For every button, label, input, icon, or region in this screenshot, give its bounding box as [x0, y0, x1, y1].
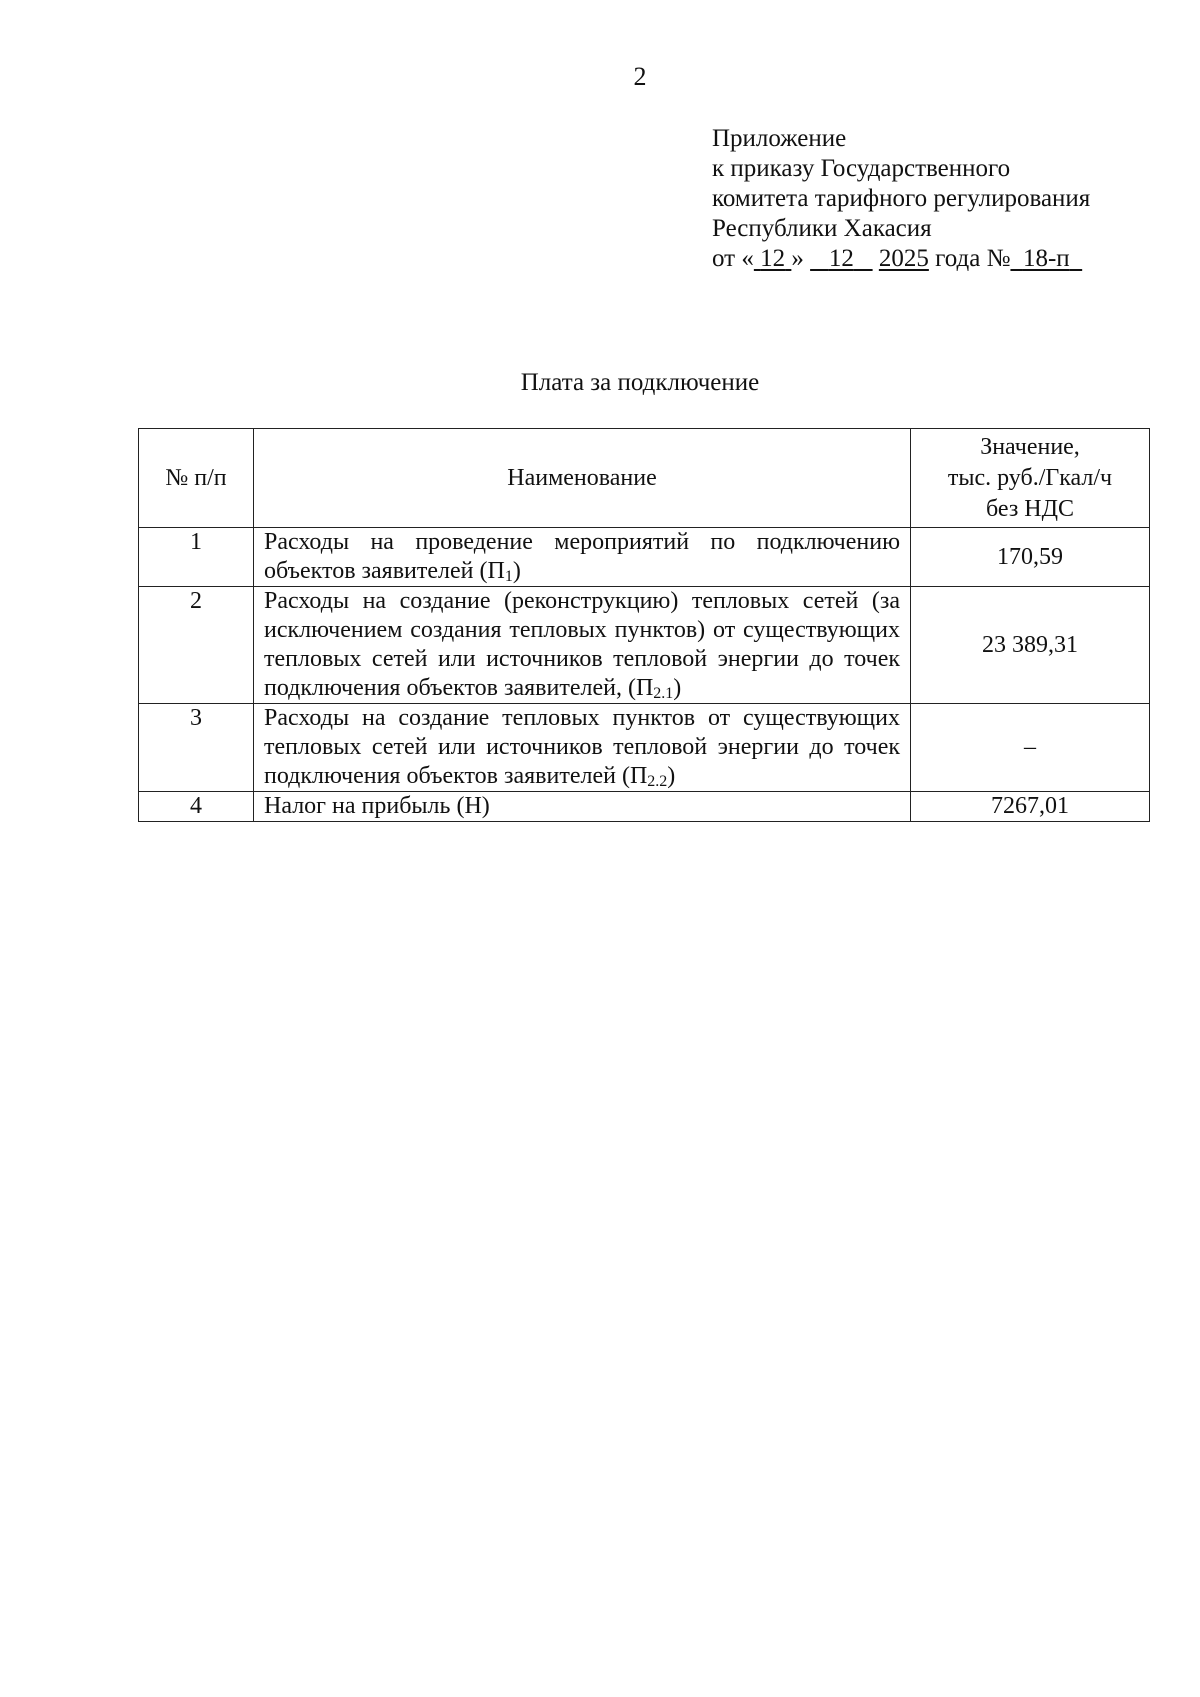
appendix-line-4: Республики Хакасия [712, 215, 932, 242]
appendix-block [712, 124, 1090, 274]
date-month: 12 [828, 245, 854, 272]
header-value-line-3: без НДС [985, 495, 1075, 522]
table-row [139, 528, 1150, 587]
row-num: 1 [139, 528, 254, 587]
row-num: 3 [139, 704, 254, 792]
appendix-line-2: к приказу Государственного [712, 155, 1011, 182]
row-name: Расходы на проведение мероприятий по подключению объектов заявителей $(П_1)$ [254, 528, 911, 587]
page-number: 2 [633, 62, 647, 91]
row-name: Налог на прибыль (Н) [254, 792, 911, 822]
row-name: Расходы на создание тепловых пунктов от существующих тепловых сетей или источников тепловой энергии до точек подключения объектов заявителей $(П_{2.2})$ [254, 704, 911, 792]
appendix-line-3: комитета тарифного регулирования [712, 185, 1091, 212]
row-name: Расходы на создание (реконструкцию) тепловых сетей (за исключением создания тепловых пунктов) от существующих тепловых сетей или источников тепловой энергии до точек подключения объектов заявителей, $(П_{2.1})$ [254, 587, 911, 704]
table-row [139, 587, 1150, 704]
table-header-row [139, 429, 1150, 528]
header-value-line-2: тыс. руб./Гкал/ч [947, 464, 1113, 491]
header-num: № п/п [139, 429, 254, 528]
date-sep: » [791, 245, 804, 272]
date-mid: года № [935, 245, 1011, 272]
row-value: – [911, 704, 1150, 792]
header-value [911, 429, 1150, 528]
table-row [139, 704, 1150, 792]
row-value: 7267,01 [911, 792, 1150, 822]
date-prefix: от « [712, 245, 754, 272]
row-num: 2 [139, 587, 254, 704]
header-value-line-1: Значение, [980, 433, 1080, 460]
appendix-line-1: Приложение [712, 125, 847, 152]
order-number: 18-п [1022, 245, 1070, 272]
row-value: 170,59 [911, 528, 1150, 587]
date-year: 2025 [878, 245, 929, 272]
date-day: 12 [760, 245, 786, 272]
fee-table [138, 428, 1150, 822]
row-value: 23 389,31 [911, 587, 1150, 704]
appendix-date-line [712, 244, 1090, 274]
document-title: Плата за подключение [520, 369, 760, 396]
header-name: Наименование [254, 429, 911, 528]
row-num: 4 [139, 792, 254, 822]
table-row [139, 792, 1150, 822]
